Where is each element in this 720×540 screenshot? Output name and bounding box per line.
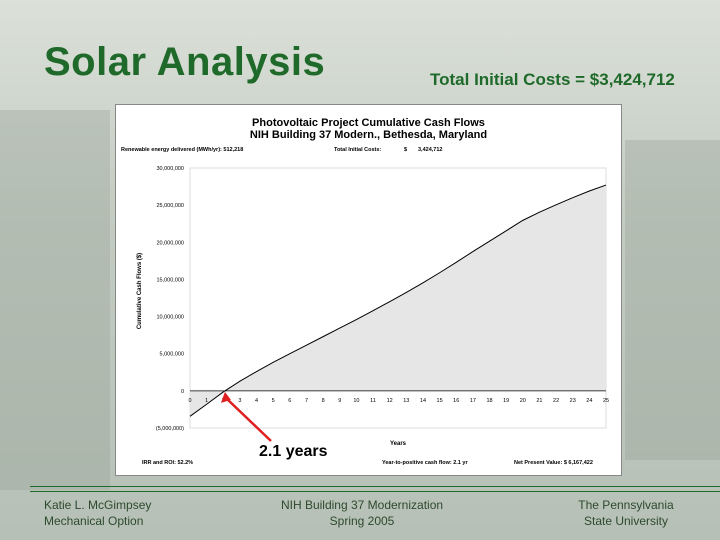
x-tick-label: 9 xyxy=(338,397,342,404)
footer-author xyxy=(44,497,151,529)
y-axis-label: Cumulative Cash Flows ($) xyxy=(137,252,143,330)
y-tick-label: 20,000,000 xyxy=(156,240,184,247)
x-tick-label: 17 xyxy=(469,397,476,404)
x-tick-label: 24 xyxy=(586,397,593,404)
footer-university xyxy=(556,497,696,529)
x-tick-label: 13 xyxy=(403,397,410,404)
x-tick-label: 19 xyxy=(503,397,510,404)
x-tick-label: 1 xyxy=(205,397,209,404)
x-tick-label: 5 xyxy=(271,397,275,404)
x-tick-label: 18 xyxy=(486,397,493,404)
payback-annotation: 2.1 years xyxy=(259,443,328,460)
total-cost-currency: $ xyxy=(404,147,408,153)
y-tick-label: 0 xyxy=(180,388,184,395)
chart-subtitle: NIH Building 37 Modern., Bethesda, Maryland xyxy=(249,129,488,141)
renewable-energy-label: Renewable energy delivered (MWh/yr): 512,218 xyxy=(121,147,244,153)
x-tick-label: 10 xyxy=(353,397,360,404)
y-tick-label: 25,000,000 xyxy=(156,203,184,210)
slide-title: Solar Analysis xyxy=(44,40,326,84)
x-tick-label: 11 xyxy=(370,397,376,404)
x-tick-label: 4 xyxy=(255,397,259,404)
payback-label: Year-to-positive cash flow: 2.1 yr xyxy=(382,460,468,466)
x-tick-label: 14 xyxy=(419,397,427,404)
footer-project xyxy=(262,497,462,529)
footer-author-option: Mechanical Option xyxy=(44,514,144,528)
x-tick-label: 23 xyxy=(569,397,576,404)
footer-university-line1: The Pennsylvania xyxy=(578,498,674,512)
x-tick-label: 0 xyxy=(188,397,192,404)
x-tick-label: 6 xyxy=(288,397,292,404)
y-tick-label: (5,000,000) xyxy=(155,426,184,432)
irr-roi-label: IRR and ROI: 52.2% xyxy=(142,460,194,466)
x-tick-label: 8 xyxy=(321,397,325,404)
x-tick-label: 16 xyxy=(453,397,460,404)
x-tick-label: 20 xyxy=(519,397,526,404)
x-tick-label: 22 xyxy=(553,397,560,404)
npv-label: Net Present Value: $ 6,167,422 xyxy=(514,460,593,466)
total-cost-value: 3,424,712 xyxy=(418,147,443,153)
x-tick-label: 3 xyxy=(238,397,242,404)
x-tick-label: 12 xyxy=(386,397,393,404)
chart-title: Photovoltaic Project Cumulative Cash Flows xyxy=(252,117,485,129)
y-tick-label: 10,000,000 xyxy=(156,314,184,321)
x-tick-label: 15 xyxy=(436,397,443,404)
x-axis-label: Years xyxy=(389,441,407,447)
x-tick-label: 25 xyxy=(602,397,610,404)
y-tick-label: 15,000,000 xyxy=(156,277,184,284)
y-tick-label: 5,000,000 xyxy=(159,351,184,358)
x-tick-label: 21 xyxy=(536,397,543,404)
total-cost-header: Total Initial Costs = $3,424,712 xyxy=(430,70,675,89)
footer-project-term: Spring 2005 xyxy=(329,514,395,528)
footer-project-name: NIH Building 37 Modernization xyxy=(280,498,444,512)
footer-rule-bottom xyxy=(30,491,720,492)
x-tick-label: 7 xyxy=(304,397,309,404)
footer-university-line2: State University xyxy=(583,514,669,528)
footer-author-name: Katie L. McGimpsey xyxy=(44,498,152,512)
footer-rule-top xyxy=(30,486,720,487)
total-cost-label: Total Initial Costs: xyxy=(334,147,382,153)
y-tick-label: 30,000,000 xyxy=(156,166,184,172)
